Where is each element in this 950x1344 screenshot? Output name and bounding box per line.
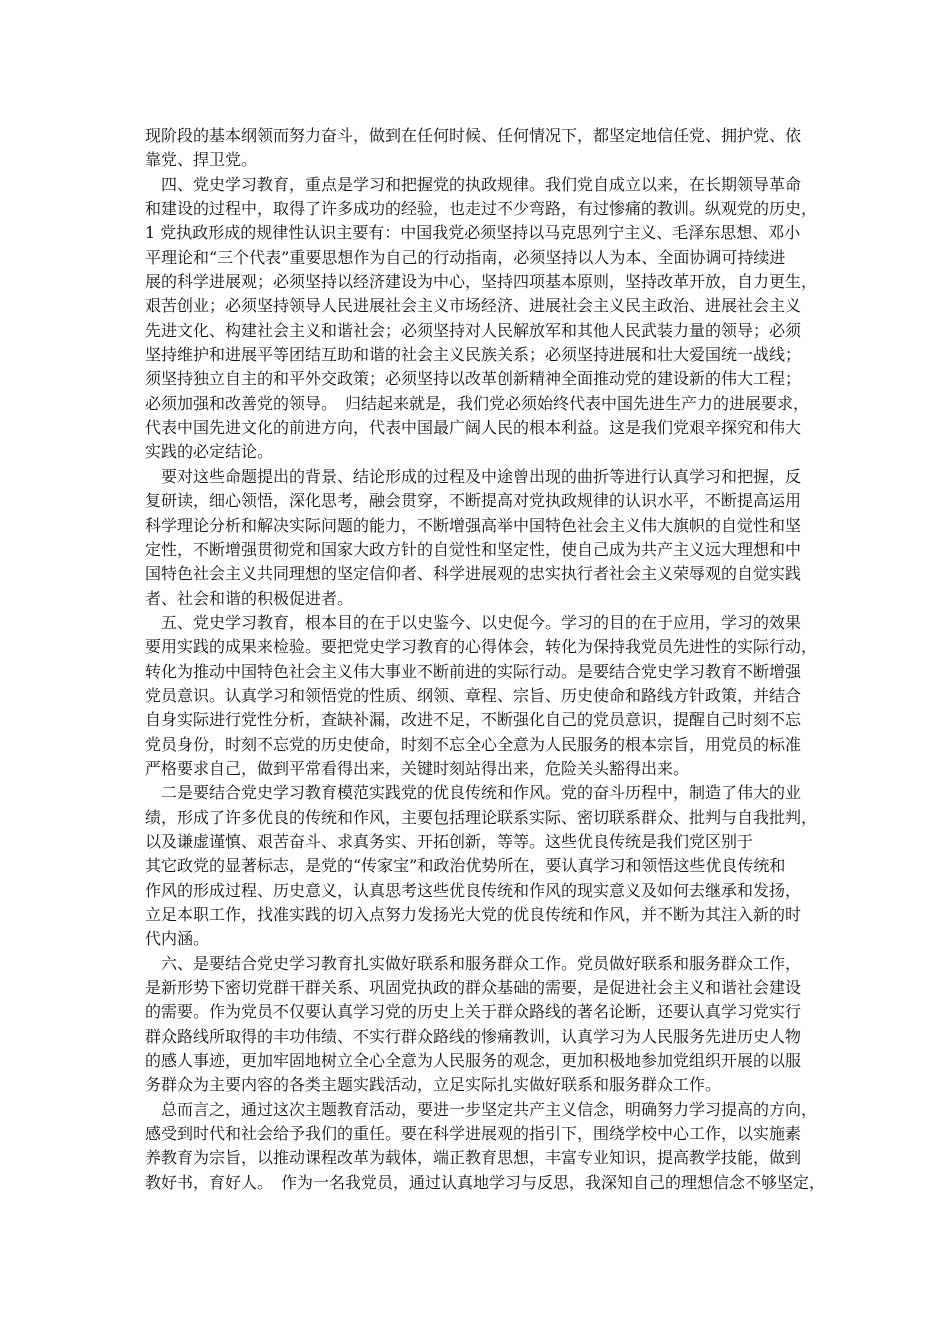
paragraph-section-four: 四、党史学习教育，重点是学习和把握党的执政规律。我们党自成立以来，在长期领导革命 和建设的过程中，取得了许多成功的经验，也走过不少弯路，有过惨痛的教训。纵观党的历史， 1 党执政形成的规律性认识主要有：中国我党必须坚持以马克思列宁主义、毛泽东思想、邓小 平理论和“三个代表”重要思想作为自己的行动指南，必须坚持以人为本、全面协调可持续进 展的科学进展观；必须坚持以经济建设为中心，坚持四项基本原则，坚持改革开放，自力更生， 艰苦创业；必须坚持领导人民进展社会主义市场经济、进展社会主义民主政治、进展社会主义 先进文化、构建社会主义和谐社会；必须坚持对人民解放军和其他人民武装力量的领导；必须 坚持维护和进展平等团结互助和谐的社会主义民族关系；必须坚持进展和壮大爱国统一战线； 须坚持独立自主的和平外交政策；必须坚持以改革创新精神全面推动党的建设新的伟大工程； 必须加强和改善党的领导。 归结起来就是，我们党必须始终代表中国先进生产力的进展要求， 代表中国先进文化的前进方向，代表中国最广阔人民的根本利益。这是我们党艰辛探究和伟大 实践的必定结论。 <box>145 174 818 462</box>
paragraph-summary: 总而言之，通过这次主题教育活动，要进一步坚定共产主义信念，明确努力学习提高的方向， 感受到时代和社会给予我们的重任。要在科学进展观的指引下，围绕学校中心工作，以实施素 养教育为宗旨，以推动课程改革为载体，端正教育思想，丰富专业知识，提高教学技能，做到 教好书，育好人。 作为一名我党员，通过认真地学习与反思，我深知自己的理想信念不够坚定， <box>145 1099 826 1192</box>
paragraph-continuation: 现阶段的基本纲领而努力奋斗，做到在任何时候、任何情况下，都坚定地信任党、拥护党、依 靠党、捍卫党。 <box>145 126 802 170</box>
paragraph-section-six: 六、是要结合党史学习教育扎实做好联系和服务群众工作。党员做好联系和服务群众工作， 是新形势下密切党群干群关系、巩固党执政的群众基础的需要，是促进社会主义和谐社会建设 的需要。作为党员不仅要认真学习党的历史上关于群众路线的著名论断，还要认真学习党实行 群众路线所取得的丰功伟绩、不实行群众路线的惨痛教训，认真学习为人民服务先进历史人物 的感人事迹，更加牢固地树立全心全意为人民服务的观念，更加积极地参加党组织开展的以服 务群众为主要内容的各类主题实践活动，立足实际扎实做好联系和服务群众工作。 <box>145 953 802 1095</box>
paragraph-study-requirements: 要对这些命题提出的背景、结论形成的过程及中途曾出现的曲折等进行认真学习和把握，反 复研读，细心领悟，深化思考，融会贯穿，不断提高对党执政规律的认识水平，不断提高运用 科学理论分析和解决实际问题的能力，不断增强高举中国特色社会主义伟大旗帜的自觉性和坚 定性，不断增强贯彻党和国家大政方针的自觉性和坚定性，使自己成为共产主义远大理想和中 国特色社会主义共同理想的坚定信仰者、科学进展观的忠实执行者社会主义荣辱观的自觉实践 者、社会和谐的积极促进者。 <box>145 466 802 608</box>
paragraph-traditions: 二是要结合党史学习教育模范实践党的优良传统和作风。党的奋斗历程中，制造了伟大的业 绩，形成了许多优良的传统和作风，主要包括理论联系实际、密切联系群众、批判与自我批判， 以及谦虚谨慎、艰苦奋斗、求真务实、开拓创新，等等。这些优良传统是我们党区别于 其它政党的显著标志，是党的“传家宝”和政治优势所在，要认真学习和领悟这些优良传统和 作风的形成过程、历史意义，认真思考这些优良传统和作风的现实意义及如何去继承和发扬， 立足本职工作，找准实践的切入点努力发扬光大党的优良传统和作风，并不断为其注入新的时 代内涵。 <box>145 783 818 949</box>
document-body <box>145 124 835 1195</box>
paragraph-section-five: 五、党史学习教育，根本目的在于以史鉴今、以史促今。学习的目的在于应用，学习的效果 要用实践的成果来检验。要把党史学习教育的心得体会，转化为保持我党员先进性的实际行动， 转化为推动中国特色社会主义伟大事业不断前进的实际行动。是要结合党史学习教育不断增强 党员意识。认真学习和领悟党的性质、纲领、章程、宗旨、历史使命和路线方针政策，并结合 自身实际进行党性分析，查缺补漏，改进不足，不断强化自己的党员意识，提醒自己时刻不忘 党员身份，时刻不忘党的历史使命，时刻不忘全心全意为人民服务的根本宗旨，用党员的标准 严格要求自己，做到平常看得出来，关键时刻站得出来，危险关头豁得出来。 <box>145 612 818 778</box>
